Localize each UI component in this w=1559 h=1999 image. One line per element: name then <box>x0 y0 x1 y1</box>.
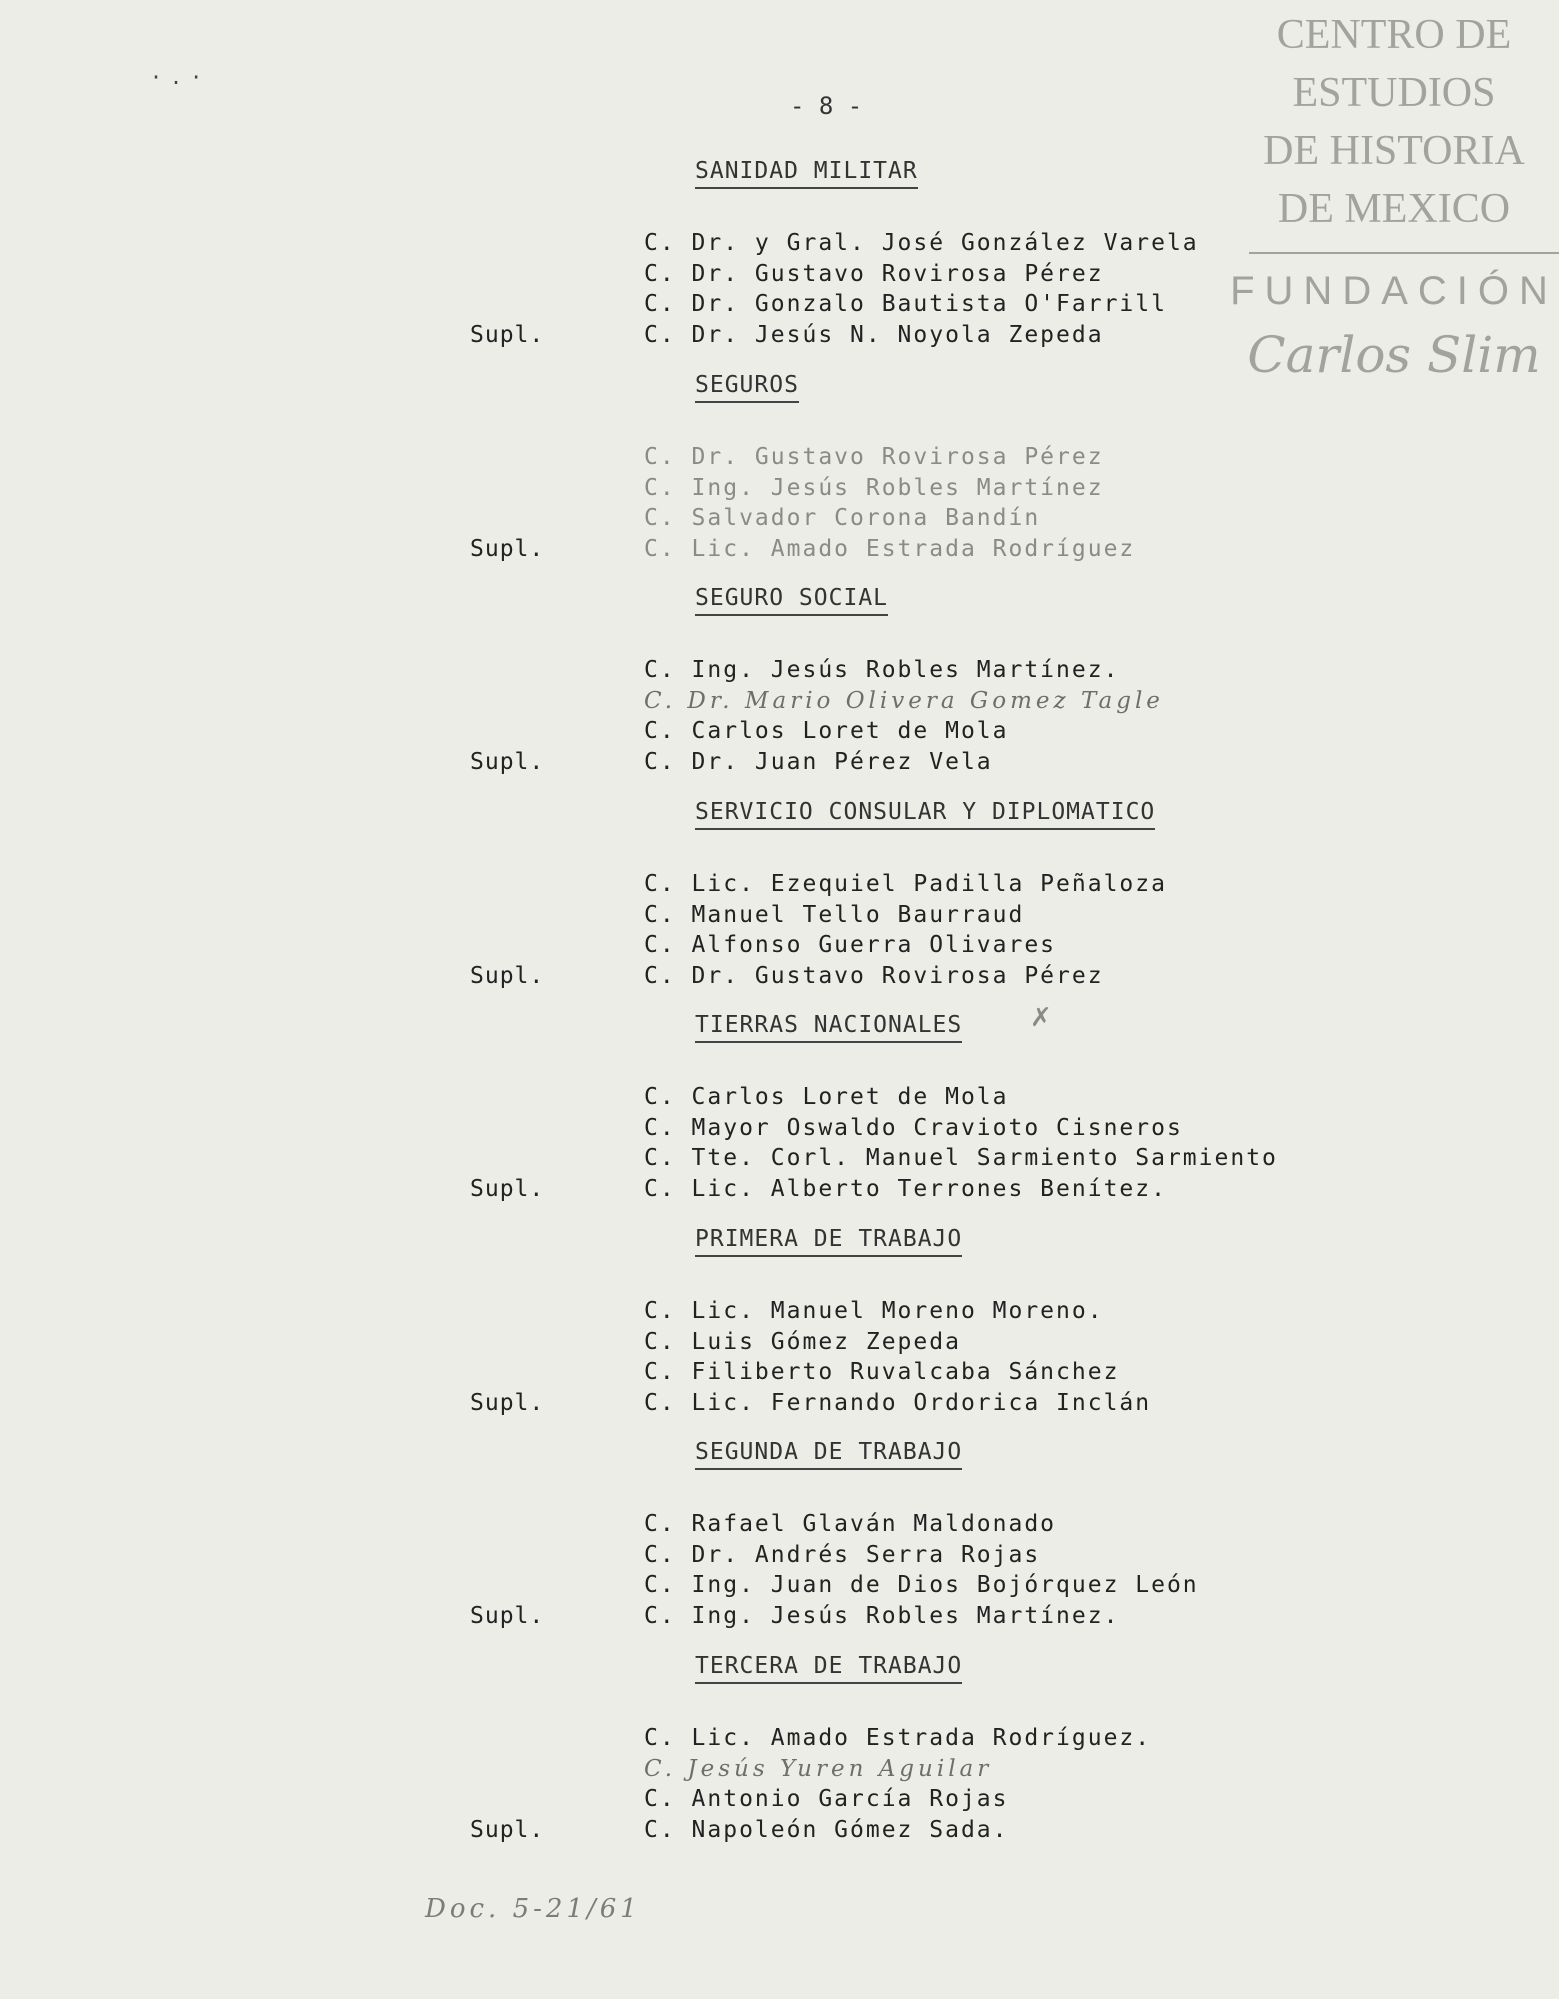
member-entry: C. Jesús Yuren Aguilar <box>644 1756 993 1782</box>
member-entry: C. Ing. Juan de Dios Bojórquez León <box>644 1572 1199 1598</box>
member-entry: C. Filiberto Ruvalcaba Sánchez <box>644 1359 1120 1385</box>
section-heading: TERCERA DE TRABAJO <box>695 1653 962 1684</box>
member-entry: C. Dr. Gonzalo Bautista O'Farrill <box>644 291 1167 317</box>
handwritten-mark: ✗ <box>1030 1003 1052 1033</box>
member-entry: C. Dr. y Gral. José González Varela <box>644 230 1199 256</box>
member-entry: C. Rafael Glaván Maldonado <box>644 1511 1057 1537</box>
member-entry: C. Antonio García Rojas <box>644 1786 1009 1812</box>
member-entry: C. Ing. Jesús Robles Martínez. <box>644 1603 1120 1629</box>
member-entry: C. Dr. Gustavo Rovirosa Pérez <box>644 963 1104 989</box>
handwritten-doc-reference: Doc. 5-21/61 <box>425 1894 641 1924</box>
member-entry: C. Carlos Loret de Mola <box>644 718 1009 744</box>
section-heading: SEGURO SOCIAL <box>695 585 888 616</box>
archive-watermark <box>1229 6 1559 388</box>
section-heading: PRIMERA DE TRABAJO <box>695 1226 962 1257</box>
member-entry: C. Mayor Oswaldo Cravioto Cisneros <box>644 1115 1183 1141</box>
section-heading: SEGUNDA DE TRABAJO <box>695 1439 962 1470</box>
member-entry: C. Dr. Mario Olivera Gomez Tagle <box>644 688 1164 714</box>
watermark-signature: Carlos Slim <box>1247 326 1541 384</box>
member-entry: C. Manuel Tello Baurraud <box>644 902 1025 928</box>
member-entry: C. Lic. Ezequiel Padilla Peñaloza <box>644 871 1167 897</box>
substitute-label: Supl. <box>470 536 545 562</box>
member-entry: C. Dr. Gustavo Rovirosa Pérez <box>644 444 1104 470</box>
member-entry: C. Salvador Corona Bandín <box>644 505 1041 531</box>
member-entry: C. Luis Gómez Zepeda <box>644 1329 961 1355</box>
member-entry: C. Dr. Jesús N. Noyola Zepeda <box>644 322 1104 348</box>
page-number: - 8 - <box>790 92 863 120</box>
watermark-line: DE MEXICO <box>1277 186 1511 232</box>
section-heading: SERVICIO CONSULAR Y DIPLOMATICO <box>695 799 1155 830</box>
member-entry: C. Lic. Alberto Terrones Benítez. <box>644 1176 1167 1202</box>
substitute-label: Supl. <box>470 963 545 989</box>
watermark-line: CENTRO DE <box>1276 12 1512 58</box>
member-entry: C. Ing. Jesús Robles Martínez <box>644 475 1104 501</box>
member-entry: C. Lic. Amado Estrada Rodríguez <box>644 536 1136 562</box>
member-entry: C. Dr. Andrés Serra Rojas <box>644 1542 1041 1568</box>
substitute-label: Supl. <box>470 1603 545 1629</box>
member-entry: C. Alfonso Guerra Olivares <box>644 932 1057 958</box>
member-entry: C. Ing. Jesús Robles Martínez. <box>644 657 1120 683</box>
member-entry: C. Carlos Loret de Mola <box>644 1084 1009 1110</box>
member-entry: C. Dr. Juan Pérez Vela <box>644 749 993 775</box>
member-entry: C. Dr. Gustavo Rovirosa Pérez <box>644 261 1104 287</box>
watermark-divider <box>1249 252 1559 254</box>
section-heading: TIERRAS NACIONALES <box>695 1012 962 1043</box>
watermark-line: DE HISTORIA <box>1263 128 1525 174</box>
substitute-label: Supl. <box>470 1390 545 1416</box>
member-entry: C. Napoleón Gómez Sada. <box>644 1817 1009 1843</box>
ink-specks: ·.· <box>150 65 211 89</box>
substitute-label: Supl. <box>470 749 545 775</box>
substitute-label: Supl. <box>470 1176 545 1202</box>
substitute-label: Supl. <box>470 1817 545 1843</box>
member-entry: C. Lic. Amado Estrada Rodríguez. <box>644 1725 1152 1751</box>
watermark-foundation: FUNDACIÓN <box>1230 269 1558 313</box>
member-entry: C. Lic. Fernando Ordorica Inclán <box>644 1390 1152 1416</box>
section-heading: SEGUROS <box>695 372 799 403</box>
watermark-line: ESTUDIOS <box>1292 70 1496 116</box>
member-entry: C. Tte. Corl. Manuel Sarmiento Sarmiento <box>644 1145 1278 1171</box>
member-entry: C. Lic. Manuel Moreno Moreno. <box>644 1298 1104 1324</box>
section-heading: SANIDAD MILITAR <box>695 158 918 189</box>
substitute-label: Supl. <box>470 322 545 348</box>
